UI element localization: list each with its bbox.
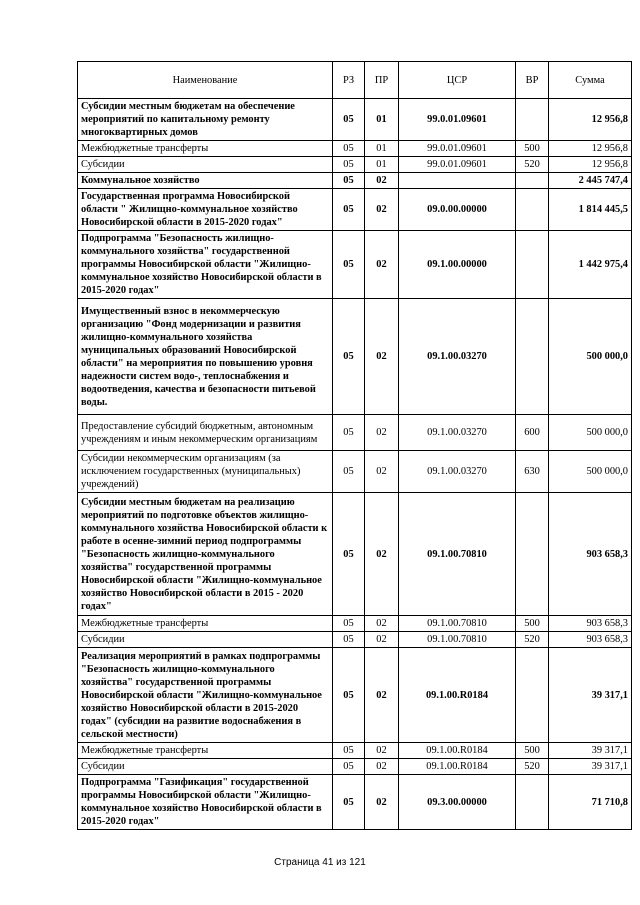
row-sum: 903 658,3 (549, 493, 632, 616)
row-rz: 05 (333, 99, 365, 141)
row-sum: 903 658,3 (549, 616, 632, 632)
row-name: Предоставление субсидий бюджетным, автономным учреждениям и иным некоммерческим организациям (78, 415, 333, 451)
table-row (78, 157, 632, 173)
row-rz: 05 (333, 616, 365, 632)
row-vr (516, 493, 549, 616)
row-rz: 05 (333, 141, 365, 157)
row-sum: 1 442 975,4 (549, 231, 632, 299)
row-vr: 500 (516, 141, 549, 157)
row-rz: 05 (333, 173, 365, 189)
row-csr: 09.1.00.70810 (399, 616, 516, 632)
row-pr: 02 (365, 775, 399, 830)
row-name: Субсидии некоммерческим организациям (за исключением государственных (муниципальных) учреждений) (78, 451, 333, 493)
row-vr (516, 775, 549, 830)
row-csr (399, 173, 516, 189)
row-rz: 05 (333, 632, 365, 648)
row-pr: 02 (365, 231, 399, 299)
row-sum: 12 956,8 (549, 157, 632, 173)
row-name: Субсидии (78, 759, 333, 775)
row-pr: 02 (365, 648, 399, 743)
row-sum: 12 956,8 (549, 141, 632, 157)
row-sum: 39 317,1 (549, 743, 632, 759)
row-sum: 500 000,0 (549, 415, 632, 451)
row-csr: 09.1.00.R0184 (399, 648, 516, 743)
page-footer: Страница 41 из 121 (274, 857, 366, 868)
row-sum: 2 445 747,4 (549, 173, 632, 189)
row-rz: 05 (333, 743, 365, 759)
row-name: Реализация мероприятий в рамках подпрограммы "Безопасность жилищно-коммунального хозяйства" государственной программы Новосибирской области "Жилищно-коммунальное хозяйство Новосибирской области в 2015-2020 годах" (субсидии на развитие водоснабжения в сельской местности) (78, 648, 333, 743)
table-row (78, 99, 632, 141)
row-pr: 02 (365, 189, 399, 231)
row-sum: 500 000,0 (549, 451, 632, 493)
row-csr: 09.1.00.03270 (399, 451, 516, 493)
row-sum: 500 000,0 (549, 299, 632, 415)
row-vr: 500 (516, 743, 549, 759)
row-pr: 01 (365, 99, 399, 141)
header-vr: ВР (516, 62, 549, 99)
row-pr: 01 (365, 141, 399, 157)
row-csr: 09.1.00.03270 (399, 415, 516, 451)
row-vr (516, 299, 549, 415)
row-name: Субсидии (78, 157, 333, 173)
row-csr: 09.1.00.70810 (399, 632, 516, 648)
row-csr: 09.1.00.00000 (399, 231, 516, 299)
table-row (78, 648, 632, 743)
row-vr (516, 189, 549, 231)
table-row (78, 231, 632, 299)
row-name: Межбюджетные трансферты (78, 616, 333, 632)
row-vr: 630 (516, 451, 549, 493)
row-vr (516, 173, 549, 189)
row-csr: 09.1.00.70810 (399, 493, 516, 616)
row-name: Подпрограмма "Безопасность жилищно-коммунального хозяйства" государственной программы Новосибирской области "Жилищно-коммунальное хозяйство Новосибирской области в 2015-2020 годах" (78, 231, 333, 299)
header-name: Наименование (78, 62, 333, 99)
table-row (78, 616, 632, 632)
row-sum: 39 317,1 (549, 759, 632, 775)
row-rz: 05 (333, 299, 365, 415)
row-csr: 09.1.00.R0184 (399, 759, 516, 775)
header-rz: РЗ (333, 62, 365, 99)
row-name: Государственная программа Новосибирской области " Жилищно-коммунальное хозяйство Новосибирской области в 2015-2020 годах" (78, 189, 333, 231)
row-rz: 05 (333, 415, 365, 451)
table-row (78, 743, 632, 759)
row-vr: 520 (516, 759, 549, 775)
table-row (78, 173, 632, 189)
row-sum: 12 956,8 (549, 99, 632, 141)
row-csr: 09.1.00.03270 (399, 299, 516, 415)
row-pr: 01 (365, 157, 399, 173)
row-csr: 09.0.00.00000 (399, 189, 516, 231)
row-name: Межбюджетные трансферты (78, 743, 333, 759)
row-rz: 05 (333, 189, 365, 231)
row-rz: 05 (333, 493, 365, 616)
row-rz: 05 (333, 775, 365, 830)
row-pr: 02 (365, 743, 399, 759)
row-vr (516, 99, 549, 141)
row-rz: 05 (333, 451, 365, 493)
row-rz: 05 (333, 157, 365, 173)
table-row (78, 141, 632, 157)
row-pr: 02 (365, 173, 399, 189)
row-name: Субсидии местным бюджетам на реализацию мероприятий по подготовке объектов жилищно-коммунального хозяйства Новосибирской области к работе в осенне-зимний период подпрограммы "Безопасность жилищно-коммунального хозяйства" государственной программы Новосибирской области "Жилищно-коммунальное хозяйство Новосибирской области в 2015 - 2020 годах" (78, 493, 333, 616)
row-rz: 05 (333, 759, 365, 775)
row-rz: 05 (333, 648, 365, 743)
row-name: Субсидии (78, 632, 333, 648)
row-name: Межбюджетные трансферты (78, 141, 333, 157)
table-row (78, 775, 632, 830)
row-vr: 520 (516, 157, 549, 173)
row-pr: 02 (365, 299, 399, 415)
row-csr: 99.0.01.09601 (399, 157, 516, 173)
table-header-row (78, 62, 632, 99)
row-name: Подпрограмма "Газификация" государственной программы Новосибирской области "Жилищно-коммунальное хозяйство Новосибирской области в 2015-2020 годах" (78, 775, 333, 830)
row-pr: 02 (365, 451, 399, 493)
row-vr (516, 648, 549, 743)
row-sum: 71 710,8 (549, 775, 632, 830)
row-vr: 520 (516, 632, 549, 648)
row-csr: 99.0.01.09601 (399, 99, 516, 141)
budget-table (77, 61, 632, 830)
row-pr: 02 (365, 493, 399, 616)
header-sum: Сумма (549, 62, 632, 99)
row-csr: 09.3.00.00000 (399, 775, 516, 830)
table-row (78, 759, 632, 775)
table-row (78, 299, 632, 415)
row-name: Субсидии местным бюджетам на обеспечение мероприятий по капитальному ремонту многоквартирных домов (78, 99, 333, 141)
row-vr: 600 (516, 415, 549, 451)
row-pr: 02 (365, 632, 399, 648)
row-rz: 05 (333, 231, 365, 299)
row-vr: 500 (516, 616, 549, 632)
row-sum: 39 317,1 (549, 648, 632, 743)
table-row (78, 451, 632, 493)
row-sum: 903 658,3 (549, 632, 632, 648)
row-csr: 99.0.01.09601 (399, 141, 516, 157)
table-row (78, 632, 632, 648)
row-pr: 02 (365, 415, 399, 451)
row-pr: 02 (365, 616, 399, 632)
table-row (78, 415, 632, 451)
row-vr (516, 231, 549, 299)
header-csr: ЦСР (399, 62, 516, 99)
row-name: Имущественный взнос в некоммерческую организацию "Фонд модернизации и развития жилищно-коммунального хозяйства муниципальных образований Новосибирской области" на мероприятия по повышению уровня надежности систем водо-, теплоснабжения и водоотведения, качества и безопасности питьевой воды. (78, 299, 333, 415)
table-row (78, 493, 632, 616)
row-name: Коммунальное хозяйство (78, 173, 333, 189)
row-csr: 09.1.00.R0184 (399, 743, 516, 759)
table-row (78, 189, 632, 231)
header-pr: ПР (365, 62, 399, 99)
row-pr: 02 (365, 759, 399, 775)
row-sum: 1 814 445,5 (549, 189, 632, 231)
